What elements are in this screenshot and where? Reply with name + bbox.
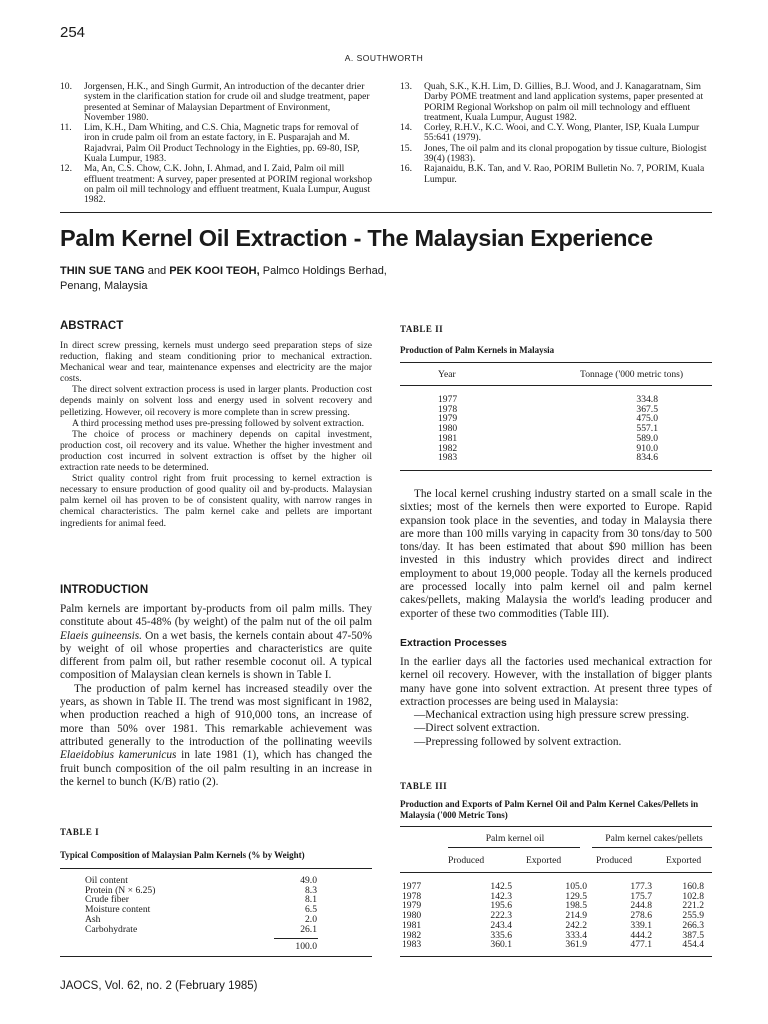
table1-bottom-rule: [60, 956, 372, 957]
table-row: Protein (N × 6.25) 8.3: [85, 884, 317, 896]
table-row: 1977 334.8: [438, 394, 658, 405]
table1-sum-rule: [274, 938, 318, 939]
table-row: Crude fiber 8.1: [85, 894, 317, 906]
table-row: Moisture content 6.5: [85, 904, 317, 916]
table-row: Ash 2.0: [85, 913, 317, 925]
author-block: [60, 264, 387, 294]
table3-sub-produced-2: Produced: [596, 855, 633, 866]
table3-group-kernel-oil: Palm kernel oil: [485, 833, 545, 844]
extraction-text: In the earlier days all the factories used mechanical extraction for kernel oil recovery. However, with the installation of bigger plants many have gone into solvent extraction. At present three types of extraction processes are being used in Malaysia: —Mechanical extraction using high pressure screw pressing. —Direct solvent extraction. —Prepressing followed by solvent extraction.: [400, 656, 712, 748]
table3-caption: Production and Exports of Palm Kernel Oil and Palm Kernel Cakes/Pellets in Malaysia ('000 Metric Tons): [400, 799, 699, 820]
table-row: 1981 589.0: [438, 432, 658, 444]
table3-bottom-rule: [400, 956, 712, 957]
extraction-heading: Extraction Processes: [400, 637, 507, 649]
table2-label: TABLE II: [400, 324, 444, 334]
running-head: A. SOUTHWORTH: [344, 53, 424, 63]
article-title: Palm Kernel Oil Extraction - The Malaysian Experience: [60, 225, 653, 251]
journal-footer: JAOCS, Vol. 62, no. 2 (February 1985): [60, 980, 258, 992]
table3-sub-exported-2: Exported: [666, 855, 702, 866]
table-row: 1979 475.0: [438, 413, 658, 425]
table-row: 1978 367.5: [438, 403, 658, 415]
table3-group-cakes: Palm kernel cakes/pellets: [605, 833, 703, 844]
table3-group-rule-2: [592, 847, 712, 848]
table-row: 1978 142.3 129.5 175.7 102.8: [402, 890, 704, 902]
introduction-text: Palm kernels are important by-products from oil palm mills. They constitute about 45-48% (by weight) of the palm nut of the oil palm Elaeis guineensis. On a wet basis, the kernels contain about 47-50% by weight of oil whose properties and characteristics are quite different from palm oil, but rather resemble coconut oil. A typical composition of Malaysian clean kernels is shown in Table I. The production of palm kernel has increased steadily over the years, as shown in Table II. The trend was most significant in 1982, when production reached a high of 910,000 tons, an increase of more than 50% over 1981. This remarkable achievement was attributed generally to the introduction of the pollinating weevils Elaeidobius kamerunicus in late 1981 (1), which has changed the fruit bunch composition of the oil palm resulting in an increase in the kernel to bunch (K/B) ratio (2).: [60, 603, 372, 788]
table2-col-tonnage: Tonnage ('000 metric tons): [580, 369, 684, 380]
references-right: [400, 82, 712, 185]
table-row: 1982 910.0: [438, 442, 658, 454]
table1-label: TABLE I: [60, 827, 100, 837]
table3-sub-exported-1: Exported: [526, 855, 562, 866]
table-row: 1977 142.5 105.0 177.3 160.8: [402, 881, 704, 892]
table-row: 1979 195.6 198.5 244.8 221.2: [402, 900, 704, 912]
table-row: 1983 360.1 361.9 477.1 454.4: [402, 939, 704, 951]
table3-group-rule-1: [448, 847, 580, 848]
table2-caption: Production of Palm Kernels in Malaysia: [400, 345, 555, 355]
abstract-heading: ABSTRACT: [60, 320, 124, 332]
affiliation: Palmco Holdings Berhad,: [259, 265, 387, 277]
reference-item: 14. Corley, R.H.V., K.C. Wooi, and C.Y. Wong, Planter, ISP, Kuala Lumpur 55:641 (1979).: [400, 122, 700, 144]
reference-item: 12. Ma, An, C.S. Chow, C.K. John, I. Ahmad, and I. Zaid, Palm oil mill effluent treatment: A survey, paper presented at PORIM regional workshop on palm oil mill technology and effluent treatment, Kuala Lumpur, August 1982.: [60, 163, 373, 206]
references-left: [60, 82, 372, 206]
table1-total: 100.0: [295, 941, 317, 952]
table-row: 1980 222.3 214.9 278.6 255.9: [402, 910, 704, 922]
abstract-text: In direct screw pressing, kernels must undergo seed preparation steps of size reduction, flaking and steam conditioning prior to mechanical extraction. Mechanical wear and tear, maintenance expenses and electricity are the major costs. The direct solvent extraction process is used in larger plants. Production cost depends mainly on solvent loss and energy used in solvent recovery and pelletizing. However, oil recovery is more complete than in screw pressing. A third processing method uses pre-pressing followed by solvent extraction. The choice of process or machinery depends on capital investment, production cost, oil recovery and its value. Whether the higher investment and production cost incurred in solvent extraction is offset by the higher oil extraction rate needs to be determined. Strict quality control right from fruit processing to kernel extraction is necessary to ensure production of good quality oil and by-products. Malaysian palm kernel oil has proven to be of consistent quality, with narrow ranges in chemical characteristics. The palm kernel cake and pellets are important ingredients for animal feed.: [60, 340, 372, 529]
table3-top-rule: [400, 826, 712, 827]
reference-item: 16. Rajanaidu, B.K. Tan, and V. Rao, PORIM Bulletin No. 7, PORIM, Kuala Lumpur.: [400, 163, 705, 185]
table2-body: [438, 395, 658, 463]
table-row: 1983 834.6: [438, 452, 658, 464]
table-row: 1981 243.4 242.2 339.1 266.3: [402, 919, 704, 931]
table-row: Oil content 49.0: [85, 875, 317, 886]
introduction-heading: INTRODUCTION: [60, 584, 149, 596]
page-number: 254: [60, 24, 86, 41]
reference-item: 13. Quah, S.K., K.H. Lim, D. Gillies, B.J. Wood, and J. Kanagaratnam, Sim Darby POME treatment and land application systems, paper presented at PORIM Regional Workshop on palm oil mill technology and effluent treatment, Kuala Lumpur, August 1982.: [400, 81, 704, 123]
table3-label: TABLE III: [400, 781, 448, 791]
section-divider: [60, 212, 712, 213]
table-row: Carbohydrate 26.1: [85, 923, 317, 935]
table-row: 1982 335.6 333.4 444.2 387.5: [402, 929, 704, 941]
table3-body: [402, 882, 704, 950]
industry-paragraph: The local kernel crushing industry started on a small scale in the sixties; most of the kernels then were exported to Europe. Rapid expansion took place in the seventies, and today in Malaysia there are more than 100 mills varying in capacity from 30 tons/day to 500 tons/day. It has been estimated that about $90 million has been invested in this industry which provides direct and indirect employment to about 19,000 people. Today all the kernels produced are processed locally into palm kernel oil and palm kernel cakes/pellets, making Malaysia the world's leading producer and exporter of these two commodities (Table III).: [400, 488, 712, 620]
table3-header-rule: [400, 872, 712, 873]
table1-top-rule: [60, 868, 372, 869]
table2-top-rule: [400, 362, 712, 363]
table2-col-year: Year: [438, 369, 456, 380]
location: Penang, Malaysia: [60, 280, 148, 292]
table1-caption: Typical Composition of Malaysian Palm Kernels (% by Weight): [60, 850, 305, 860]
table-row: 1980 557.1: [438, 423, 658, 435]
reference-item: 11. Lim, K.H., Dam Whiting, and C.S. Chia, Magnetic traps for removal of iron in crude palm oil from an estate factory, in E. Pusparajah and M. Rajadvrai, Palm Oil Product Technology in the Eighties, pp. 69-80, ISP, Kuala Lumpur, 1983.: [60, 122, 360, 165]
table1-body: [85, 876, 317, 934]
author-names: THIN SUE TANG and PEK KOOI TEOH,: [60, 265, 260, 277]
reference-item: 10. Jorgensen, H.K., and Singh Gurmit, An introduction of the decanter drier system in the clarification station for crude oil and sludge treatment, paper presented at Seminar of Malaysian Department of Environment, November 1980.: [60, 81, 370, 123]
reference-item: 15. Jones, The oil palm and its clonal propogation by tissue culture, Biologist 39(4) (1983).: [400, 142, 707, 165]
table2-header-rule: [400, 385, 712, 386]
table2-bottom-rule: [400, 470, 712, 471]
table3-sub-produced-1: Produced: [448, 855, 485, 866]
